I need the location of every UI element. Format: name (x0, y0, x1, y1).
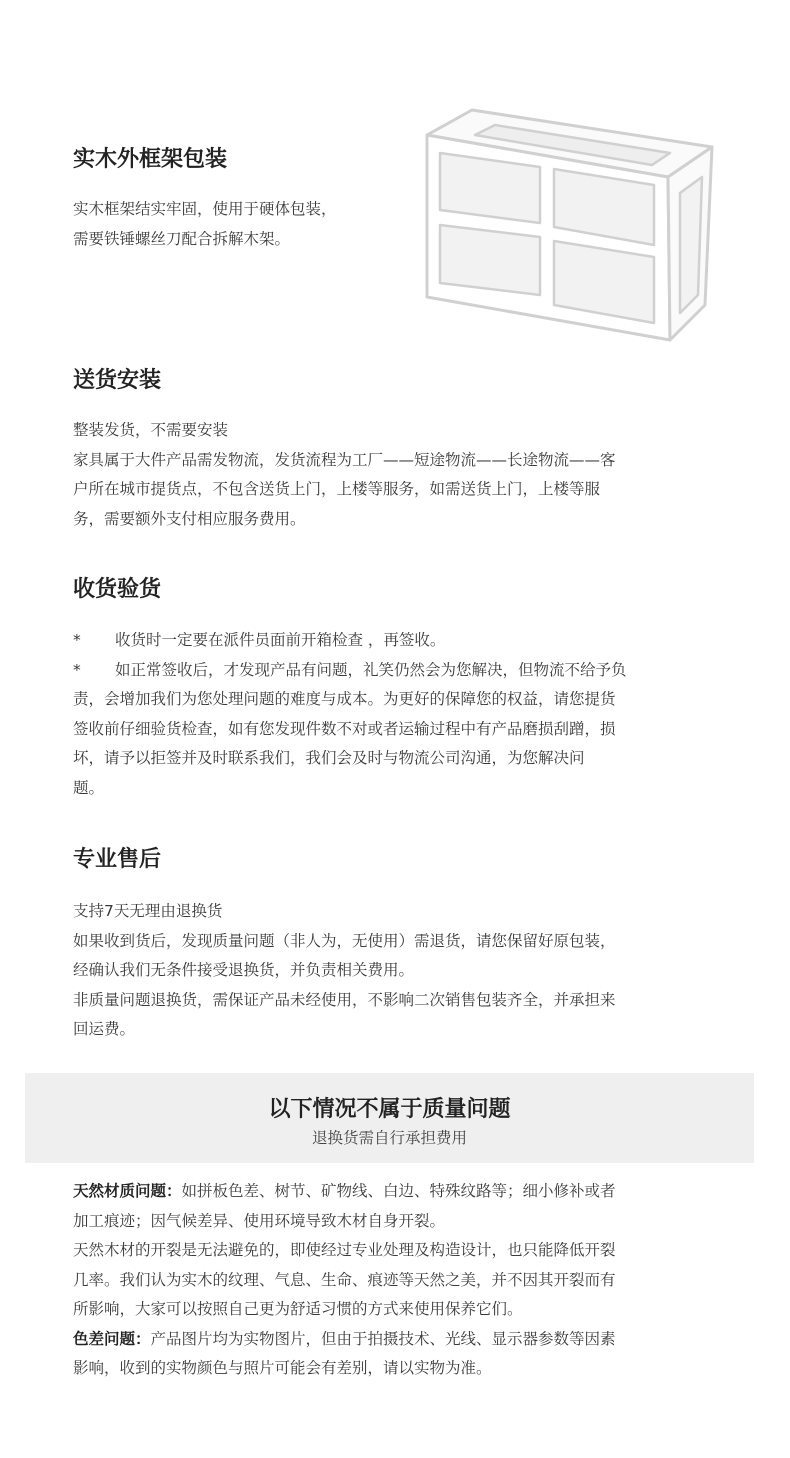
natural-material-text: 如拼板色差、树节、矿物线、白边、特殊纹路等；细小修补或者 (181, 1182, 616, 1200)
crate-packaging-title: 实木外框架包装 (73, 147, 228, 172)
after-sales-line-2: 如果收到货后，发现质量问题（非人为，无使用）需退货，请您保留好原包装， (73, 931, 616, 950)
after-sales-line-3: 经确认我们无条件接受退换货，并负责相关费用。 (73, 961, 415, 979)
receiving-title: 收货验货 (73, 577, 162, 602)
natural-material-label: 天然材质问题： (73, 1182, 182, 1200)
bullet-star: * (73, 631, 81, 649)
receiving-bullet-2-line-5: 题。 (73, 778, 105, 797)
receiving-bullet-2-line-4: 坏，请予以拒签并及时联系我们，我们会及时与物流公司沟通，为您解决问 (73, 749, 585, 767)
banner-title: 以下情况不属于质量问题 (268, 1097, 511, 1122)
natural-line-2: 加工痕迹；因气候差异、使用环境导致木材自身开裂。 (73, 1211, 446, 1230)
crate-packaging-line-2: 需要铁锤螺丝刀配合拆解木架。 (73, 229, 291, 248)
natural-line-3: 天然木材的开裂是无法避免的，即使经过专业处理及构造设计，也只能降低开裂 (73, 1241, 616, 1259)
delivery-title: 送货安装 (73, 368, 162, 393)
bullet-star: * (73, 660, 81, 679)
exclusion-notes (73, 1177, 738, 1384)
delivery-line-3: 户所在城市提货点，不包含送货上门，上楼等服务，如需送货上门，上楼等服 (73, 480, 601, 498)
banner-subtitle: 退换货需自行承担费用 (311, 1129, 467, 1147)
delivery-line-2: 家具属于大件产品需发物流，发货流程为工厂——短途物流——长途物流——客 (73, 450, 616, 469)
after-sales-line-1: 支持7天无理由退换货 (73, 902, 223, 920)
color-difference-label: 色差问题： (73, 1329, 151, 1348)
receiving-bullet-1 (73, 626, 733, 656)
delivery-line-1: 整装发货，不需要安装 (73, 421, 229, 439)
receiving-bullet-1-text: 收货时一定要在派件员面前开箱检查 ，再签收。 (115, 631, 446, 649)
after-sales-section (73, 845, 733, 1045)
natural-line-5: 所影响，大家可以按照自己更为舒适习惯的方式来使用保养它们。 (73, 1300, 523, 1318)
color-difference-text: 产品图片均为实物图片，但由于拍摄技术、光线、显示器参数等因素 (150, 1329, 616, 1348)
after-sales-line-4: 非质量问题退换货，需保证产品未经使用，不影响二次销售包装齐全，并承担来 (73, 990, 616, 1009)
receiving-bullet-2 (73, 656, 733, 686)
crate-packaging-section (73, 145, 403, 254)
color-line-2: 影响，收到的实物颜色与照片可能会有差别，请以实物为准。 (73, 1359, 492, 1377)
after-sales-line-5: 回运费。 (73, 1020, 136, 1038)
receiving-bullet-2-line-2: 责，会增加我们为您处理问题的难度与成本。为更好的保障您的权益，请您提货 (73, 690, 616, 708)
crate-packaging-line-1: 实木框架结实牢固，使用于硬体包装， (73, 200, 337, 218)
receiving-bullet-2-line-3: 签收前仔细验货检查，如有您发现件数不对或者运输过程中有产品磨损刮蹭，损 (73, 719, 616, 738)
wooden-crate-illustration (420, 105, 720, 350)
exclusion-banner (25, 1073, 754, 1163)
natural-material-note (73, 1177, 738, 1207)
receiving-bullet-2-text: 如正常签收后，才发现产品有问题，礼笑仍然会为您解决，但物流不给予负 (115, 660, 627, 679)
delivery-section (73, 366, 733, 534)
receiving-section (73, 575, 733, 803)
delivery-line-4: 务，需要额外支付相应服务费用。 (73, 509, 306, 528)
after-sales-title: 专业售后 (73, 847, 162, 872)
natural-line-4: 几率。我们认为实木的纹理、气息、生命、痕迹等天然之美，并不因其开裂而有 (73, 1270, 616, 1289)
color-difference-note (73, 1325, 738, 1355)
